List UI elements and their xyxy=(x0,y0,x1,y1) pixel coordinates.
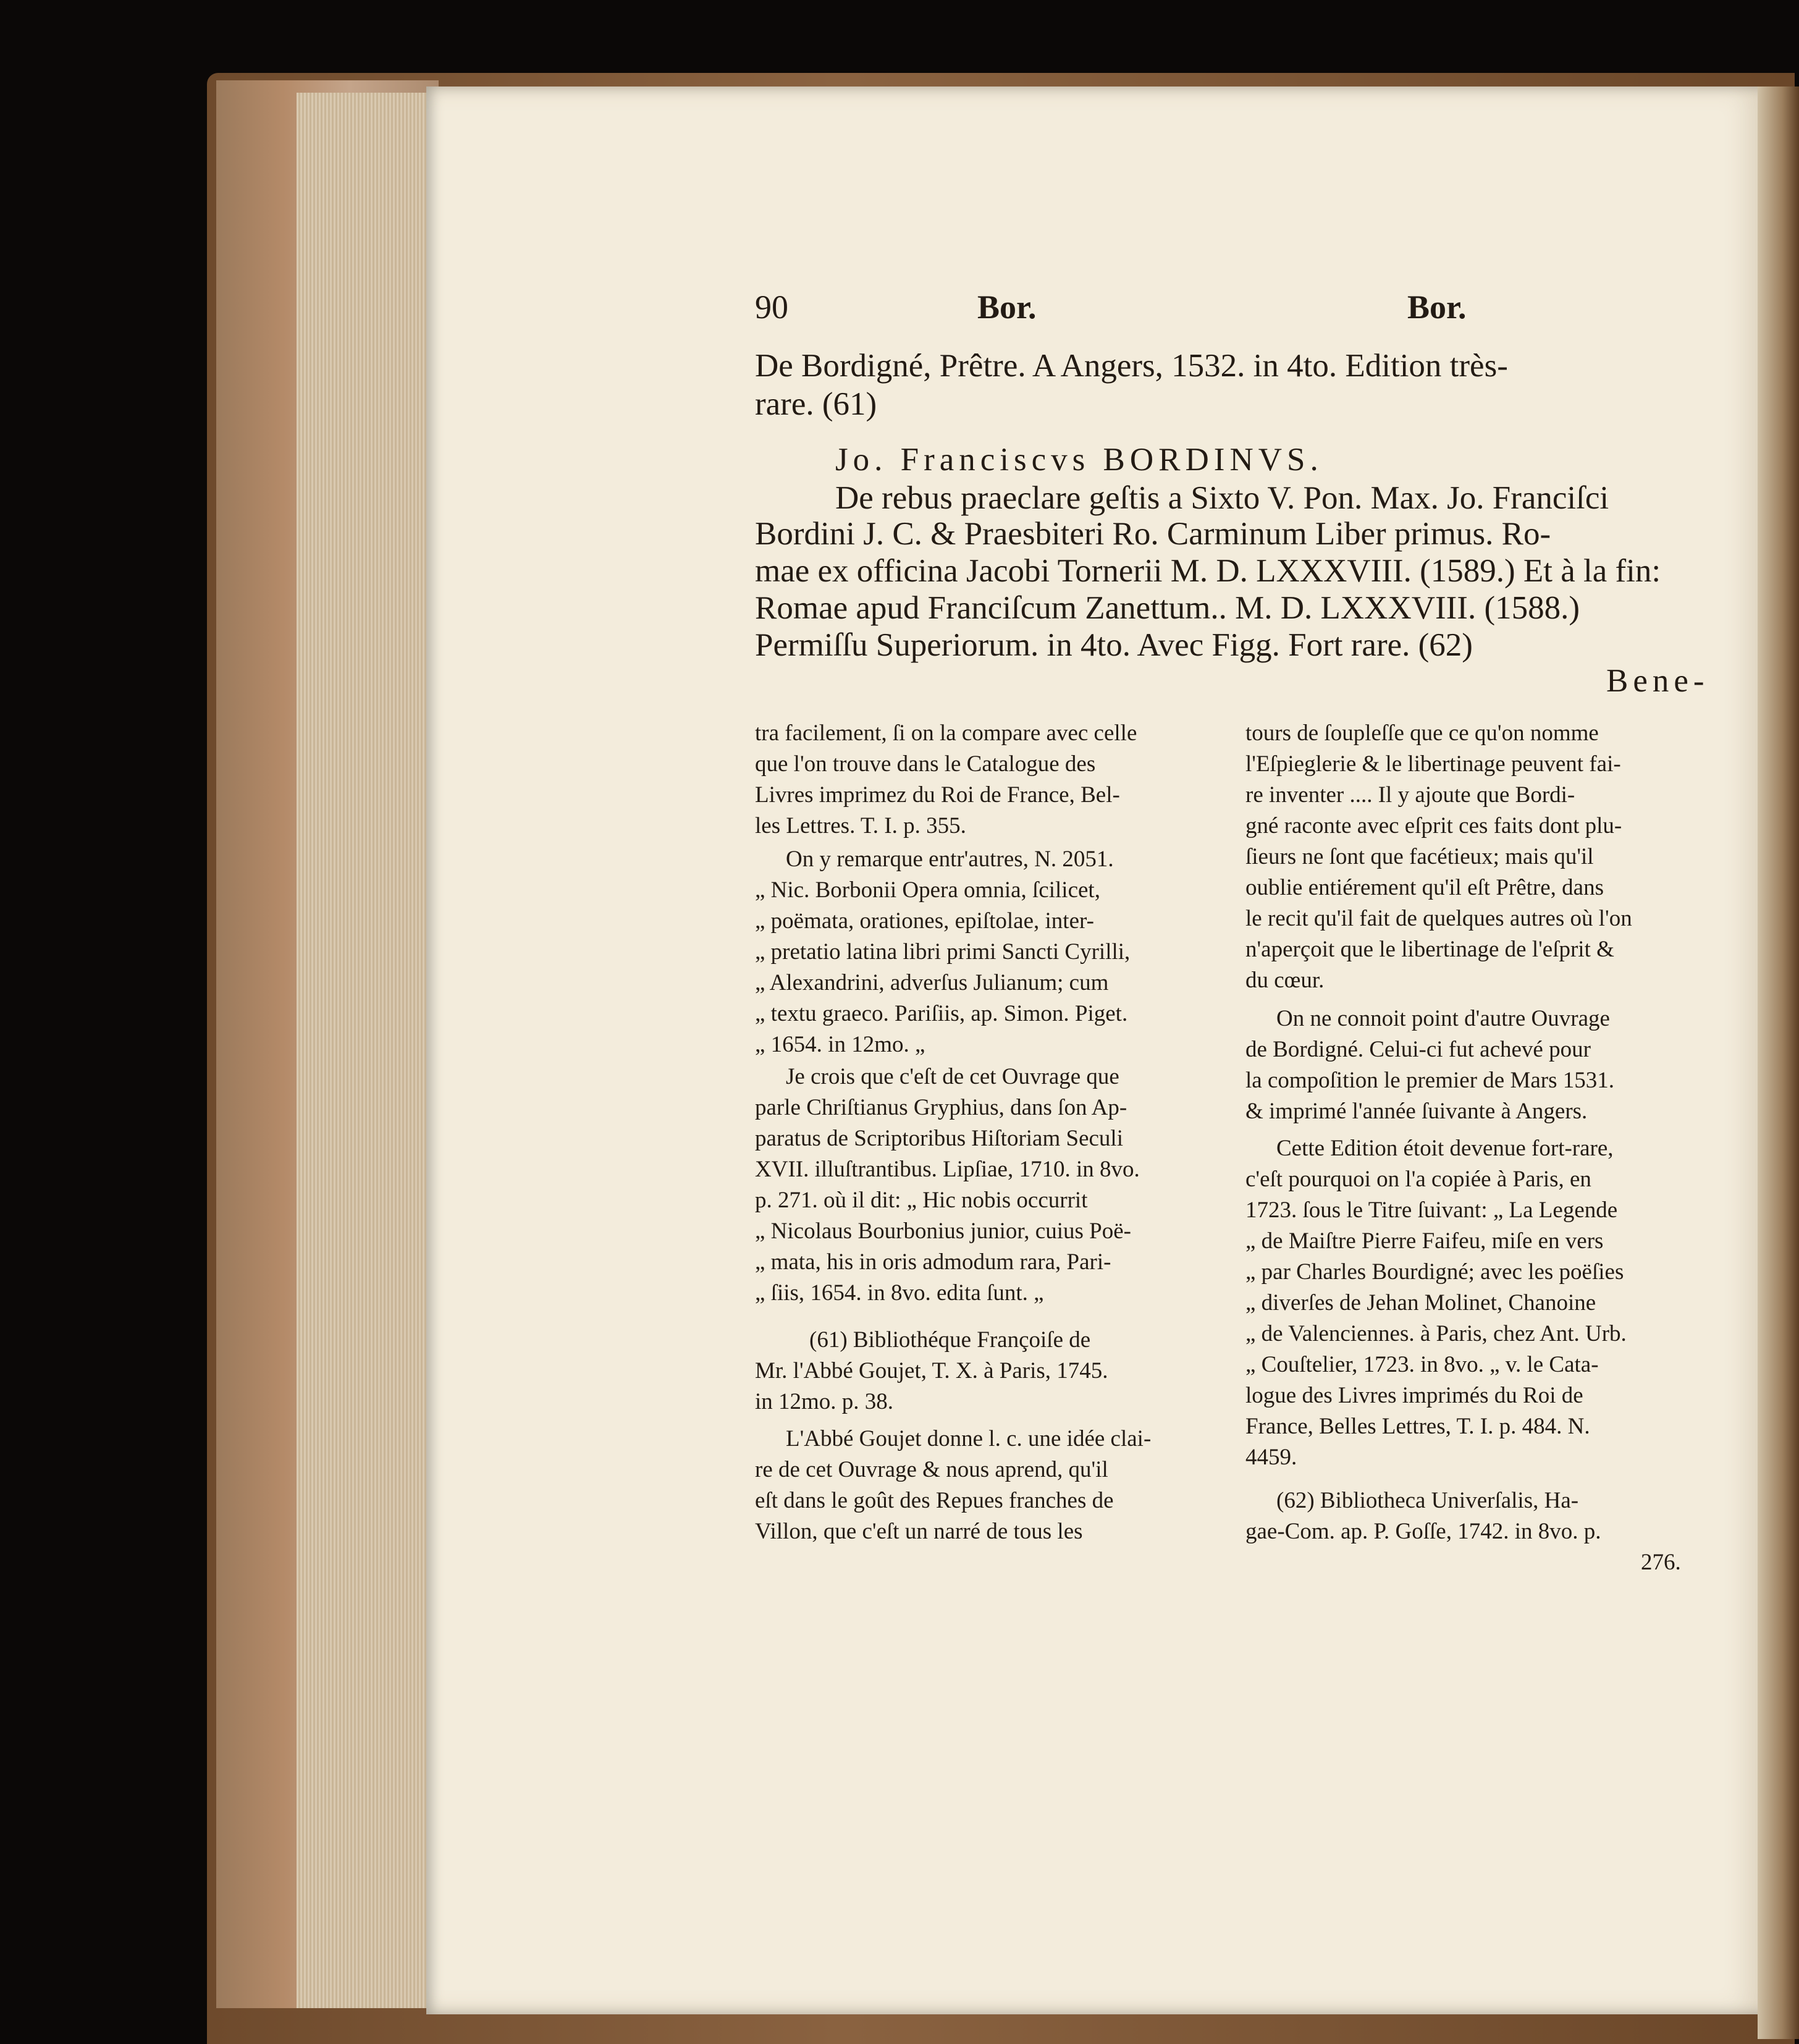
note-line: „ par Charles Bourdigné; avec les poëſies xyxy=(1245,1259,1624,1285)
note-line: & imprimé l'année ſuivante à Angers. xyxy=(1245,1099,1588,1124)
note-line: re inventer .... Il y ajoute que Bordi- xyxy=(1245,782,1575,808)
note-line: eſt dans le goût des Repues franches de xyxy=(755,1488,1114,1513)
note-line: 4459. xyxy=(1245,1445,1297,1470)
note-line: „ de Valenciennes. à Paris, chez Ant. Urb. xyxy=(1245,1321,1627,1346)
note-line: gae-Com. ap. P. Goſſe, 1742. in 8vo. p. xyxy=(1245,1519,1601,1544)
note-line: XVII. illuſtrantibus. Lipſiae, 1710. in 8vo. xyxy=(755,1157,1140,1182)
note-line: que l'on trouve dans le Catalogue des xyxy=(755,751,1096,777)
note-line: in 12mo. p. 38. xyxy=(755,1389,894,1414)
note-line: „ Nic. Borbonii Opera omnia, ſcilicet, xyxy=(755,877,1100,903)
entry-line: Romae apud Franciſcum Zanettum.. M. D. LXXXVIII. (1588.) xyxy=(755,590,1580,626)
running-head-right: Bor. xyxy=(1407,289,1467,326)
note-line: Livres imprimez du Roi de France, Bel- xyxy=(755,782,1120,808)
note-line: On y remarque entr'autres, N. 2051. xyxy=(786,847,1114,872)
note-line: „ mata, his in oris admodum rara, Pari- xyxy=(755,1249,1111,1275)
catchword: Bene- xyxy=(1606,663,1709,699)
entry-line: Bordini J. C. & Praesbiteri Ro. Carminum Liber primus. Ro- xyxy=(755,516,1551,552)
note-line: ſieurs ne ſont que facétieux; mais qu'il xyxy=(1245,844,1594,869)
note-line: On ne connoit point d'autre Ouvrage xyxy=(1276,1006,1610,1031)
page-stack-edge xyxy=(297,93,432,2008)
note-line: „ Nicolaus Bourbonius junior, cuius Poë- xyxy=(755,1218,1131,1244)
note-line: p. 271. où il dit: „ Hic nobis occurrit xyxy=(755,1188,1088,1213)
note-line: L'Abbé Goujet donne l. c. une idée clai- xyxy=(786,1426,1152,1451)
note-line: re de cet Ouvrage & nous aprend, qu'il xyxy=(755,1457,1108,1482)
right-page-edge xyxy=(1758,87,1799,2039)
page-number: 90 xyxy=(755,289,788,326)
note-line: de Bordigné. Celui-ci fut achevé pour xyxy=(1245,1037,1591,1062)
note-line: du cœur. xyxy=(1245,968,1325,993)
note-line: Je crois que c'eſt de cet Ouvrage que xyxy=(786,1064,1119,1089)
entry-line: De rebus praeclare geſtis a Sixto V. Pon. Max. Jo. Franciſci xyxy=(835,480,1609,516)
note-line: Villon, que c'eſt un narré de tous les xyxy=(755,1519,1083,1544)
note-line: c'eſt pourquoi on l'a copiée à Paris, en xyxy=(1245,1167,1591,1192)
entry-line: mae ex officina Jacobi Tornerii M. D. LXXXVIII. (1589.) Et à la fin: xyxy=(755,553,1661,589)
note-line: 276. xyxy=(1641,1550,1681,1575)
note-line: „ textu graeco. Pariſiis, ap. Simon. Piget. xyxy=(755,1001,1128,1026)
note-line: les Lettres. T. I. p. 355. xyxy=(755,813,966,838)
entry-line: De Bordigné, Prêtre. A Angers, 1532. in 4to. Edition très- xyxy=(755,348,1508,384)
note-line: tours de ſoupleſſe que ce qu'on nomme xyxy=(1245,720,1599,746)
footnote-61: (61) Bibliothéque Françoiſe de xyxy=(809,1327,1091,1353)
note-line: „ poëmata, orationes, epiſtolae, inter- xyxy=(755,908,1094,934)
footnote-62: (62) Bibliotheca Univerſalis, Ha- xyxy=(1276,1488,1579,1513)
note-line: la compoſition le premier de Mars 1531. xyxy=(1245,1068,1614,1093)
note-line: 1723. ſous le Titre ſuivant: „ La Legende xyxy=(1245,1197,1618,1223)
note-line: tra facilement, ſi on la compare avec celle xyxy=(755,720,1137,746)
note-line: „ pretatio latina libri primi Sancti Cyrilli, xyxy=(755,939,1131,965)
note-line: l'Eſpieglerie & le libertinage peuvent fai- xyxy=(1245,751,1621,777)
note-line: parle Chriſtianus Gryphius, dans ſon Ap- xyxy=(755,1095,1127,1120)
entry-line: rare. (61) xyxy=(755,386,877,422)
note-line: „ Alexandrini, adverſus Julianum; cum xyxy=(755,970,1109,995)
note-line: gné raconte avec eſprit ces faits dont plu- xyxy=(1245,813,1622,838)
note-line: „ Couſtelier, 1723. in 8vo. „ v. le Cata- xyxy=(1245,1352,1599,1377)
note-line: Mr. l'Abbé Goujet, T. X. à Paris, 1745. xyxy=(755,1358,1108,1383)
note-line: „ de Maiſtre Pierre Faifeu, miſe en vers xyxy=(1245,1228,1604,1254)
note-line: paratus de Scriptoribus Hiſtoriam Seculi xyxy=(755,1126,1123,1151)
note-line: „ diverſes de Jehan Molinet, Chanoine xyxy=(1245,1290,1596,1316)
note-line: oublie entiérement qu'il eſt Prêtre, dans xyxy=(1245,875,1604,900)
note-line: France, Belles Lettres, T. I. p. 484. N. xyxy=(1245,1414,1590,1439)
note-line: „ 1654. in 12mo. „ xyxy=(755,1032,925,1057)
entry-heading: Jo. Franciscvs BORDINVS. xyxy=(835,442,1323,478)
note-line: Cette Edition étoit devenue fort-rare, xyxy=(1276,1136,1614,1161)
note-line: n'aperçoit que le libertinage de l'eſprit & xyxy=(1245,937,1614,962)
note-line: logue des Livres imprimés du Roi de xyxy=(1245,1383,1583,1408)
running-head-left: Bor. xyxy=(977,289,1037,326)
entry-line: Permiſſu Superiorum. in 4to. Avec Figg. Fort rare. (62) xyxy=(755,627,1473,663)
note-line: le recit qu'il fait de quelques autres où l'on xyxy=(1245,906,1632,931)
note-line: „ ſiis, 1654. in 8vo. edita ſunt. „ xyxy=(755,1280,1044,1306)
